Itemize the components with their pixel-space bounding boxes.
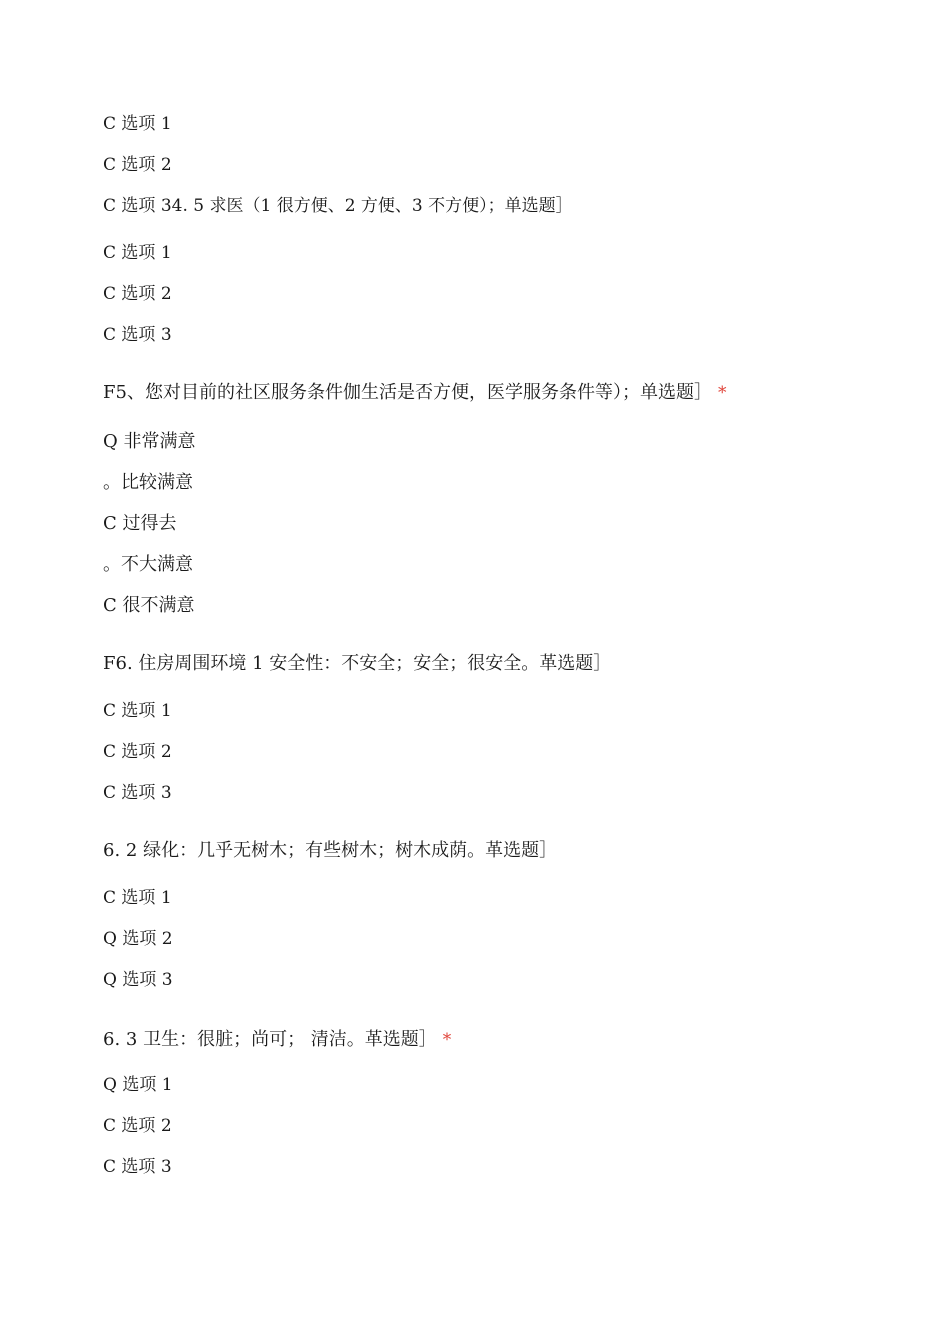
- option-label: Q 选项 2: [103, 929, 173, 949]
- option-item[interactable]: [103, 1159, 172, 1176]
- option-label: 。不大满意: [103, 554, 193, 575]
- option-label: C 选项 3: [103, 325, 172, 345]
- option-item[interactable]: [103, 474, 193, 492]
- option-label: C 选项 2: [103, 284, 172, 304]
- option-item[interactable]: [103, 556, 193, 574]
- option-label: C 选项 3: [103, 783, 172, 803]
- option-item[interactable]: [103, 433, 195, 451]
- required-marker: *: [717, 383, 727, 403]
- question-text: 6. 2 绿化：几乎无树木；有些树木；树木成荫。革选题］: [103, 840, 558, 861]
- question-text: F6. 住房周围环境 1 安全性：不安全；安全；很安全。革选题］: [103, 653, 612, 674]
- option-item[interactable]: [103, 327, 172, 344]
- option-label: C 选项 1: [103, 888, 172, 908]
- question-text: 6. 3 卫生：很脏；尚可； 清洁。革选题］: [103, 1029, 437, 1050]
- option-label: C 选项 2: [103, 742, 172, 762]
- option-label: C 选项 2: [103, 1116, 172, 1136]
- option-label: C 选项 2: [103, 155, 172, 175]
- option-label: Q 非常满意: [103, 431, 196, 452]
- option-label: C 选项 1: [103, 114, 172, 134]
- option-label: Q 选项 1: [103, 1075, 173, 1095]
- question-title: [103, 384, 726, 402]
- option-label: C 过得去: [103, 513, 177, 534]
- question-title: [103, 655, 611, 673]
- option-item[interactable]: [103, 703, 172, 720]
- option-item[interactable]: [103, 931, 173, 948]
- option-item[interactable]: [103, 972, 173, 989]
- option-label: C 选项 3: [103, 1157, 172, 1177]
- option-item[interactable]: [103, 286, 172, 303]
- option-item[interactable]: [103, 890, 172, 907]
- option-item[interactable]: [103, 744, 172, 761]
- option-item[interactable]: [103, 1077, 173, 1094]
- option-label: C 很不满意: [103, 595, 195, 616]
- option-item[interactable]: [103, 116, 172, 133]
- option-item[interactable]: [103, 157, 172, 174]
- option-item[interactable]: [103, 198, 573, 215]
- option-item[interactable]: [103, 245, 172, 262]
- option-label: C 选项 34. 5 求医（1 很方便、2 方便、3 不方便）；单选题］: [103, 196, 573, 216]
- required-marker: *: [442, 1030, 452, 1050]
- option-label: C 选项 1: [103, 243, 172, 263]
- option-label: 。比较满意: [103, 472, 193, 493]
- question-title: [103, 842, 557, 860]
- question-text: F5、您对目前的社区服务条件伽生活是否方便，医学服务条件等）；单选题］: [103, 382, 712, 403]
- option-label: Q 选项 3: [103, 970, 173, 990]
- option-item[interactable]: [103, 597, 195, 615]
- option-item[interactable]: [103, 515, 177, 533]
- question-title: [103, 1031, 451, 1049]
- option-item[interactable]: [103, 785, 172, 802]
- option-label: C 选项 1: [103, 701, 172, 721]
- option-item[interactable]: [103, 1118, 172, 1135]
